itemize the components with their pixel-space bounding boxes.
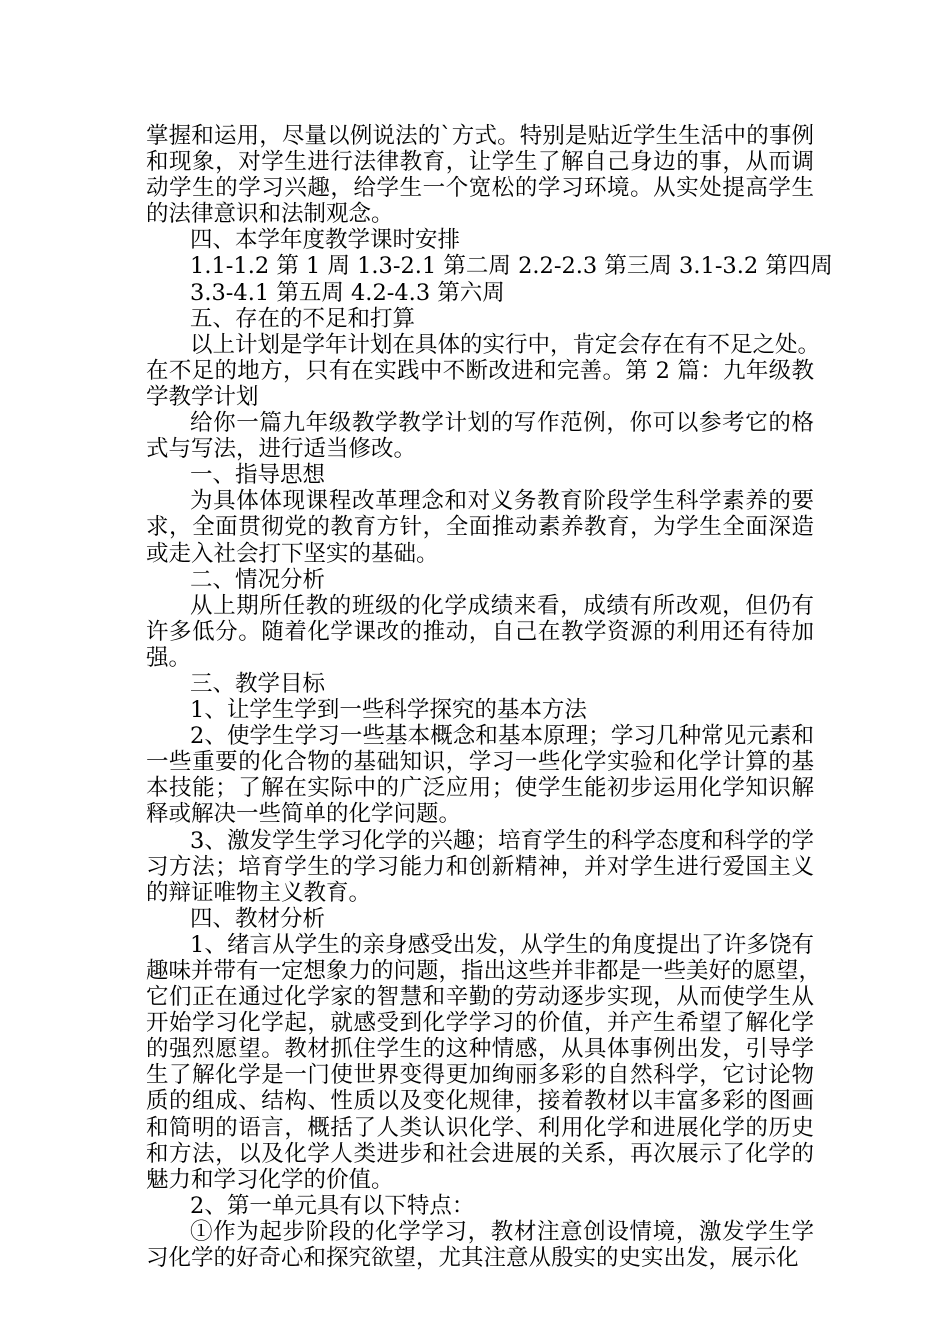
text-line: 生了解化学是一门使世界变得更加绚丽多彩的自然科学，它讨论物 <box>146 1062 814 1089</box>
text-line: 为具体体现课程改革理念和对义务教育阶段学生科学素养的要 <box>190 488 814 515</box>
text-line: ①作为起步阶段的化学学习，教材注意创设情境，激发学生学 <box>190 1218 814 1245</box>
text-line: 一些重要的化合物的基础知识，学习一些化学实验和化学计算的基 <box>146 749 814 776</box>
text-line: 和方法，以及化学人类进步和社会进展的关系，再次展示了化学的 <box>146 1140 814 1167</box>
text-line: 和简明的语言，概括了人类认识化学、利用化学和进展化学的历史 <box>146 1114 814 1141</box>
text-line: 1、绪言从学生的亲身感受出发，从学生的角度提出了许多饶有 <box>190 931 814 958</box>
text-line: 3.3-4.1 第五周 4.2-4.3 第六周 <box>190 279 505 306</box>
text-line: 习方法；培育学生的学习能力和创新精神，并对学生进行爱国主义 <box>146 853 814 880</box>
text-line: 的法律意识和法制观念。 <box>146 201 394 228</box>
text-line: 或走入社会打下坚实的基础。 <box>146 540 439 567</box>
text-line: 1.1-1.2 第 1 周 1.3-2.1 第二周 2.2-2.3 第三周 3.1-3.2 第四周 <box>190 253 833 280</box>
text-line: 五、存在的不足和打算 <box>190 305 416 332</box>
text-line: 学教学计划 <box>146 383 259 410</box>
text-line: 四、本学年度教学课时安排 <box>190 227 461 254</box>
text-line: 在不足的地方，只有在实践中不断改进和完善。第 2 篇：九年级教 <box>146 357 814 384</box>
text-line: 开始学习化学起，就感受到化学学习的价值，并产生希望了解化学 <box>146 1010 814 1037</box>
text-line: 魅力和学习化学的价值。 <box>146 1166 394 1193</box>
text-line: 以上计划是学年计划在具体的实行中，肯定会存在有不足之处。 <box>190 331 821 358</box>
text-line: 动学生的学习兴趣，给学生一个宽松的学习环境。从实处提高学生 <box>146 175 814 202</box>
text-line: 三、教学目标 <box>190 670 326 697</box>
text-line: 一、指导思想 <box>190 462 326 489</box>
text-line: 四、教材分析 <box>190 905 326 932</box>
text-line: 3、激发学生学习化学的兴趣；培育学生的科学态度和科学的学 <box>190 827 814 854</box>
text-line: 从上期所任教的班级的化学成绩来看，成绩有所改观，但仍有 <box>190 592 814 619</box>
text-line: 本技能；了解在实际中的广泛应用；使学生能初步运用化学知识解 <box>146 775 814 802</box>
text-line: 给你一篇九年级教学教学计划的写作范例，你可以参考它的格 <box>190 410 814 437</box>
text-line: 1、让学生学到一些科学探究的基本方法 <box>190 697 587 724</box>
text-line: 2、使学生学习一些基本概念和基本原理；学习几种常见元素和 <box>190 723 814 750</box>
text-line: 许多低分。随着化学课改的推动，自己在教学资源的利用还有待加 <box>146 618 814 645</box>
text-line: 强。 <box>146 644 192 671</box>
text-line: 掌握和运用，尽量以例说法的`方式。特别是贴近学生生活中的事例 <box>146 123 814 149</box>
text-line: 求，全面贯彻党的教育方针，全面推动素养教育，为学生全面深造 <box>146 514 814 541</box>
text-line: 和现象，对学生进行法律教育，让学生了解自己身边的事，从而调 <box>146 149 814 176</box>
text-line: 趣味并带有一定想象力的问题，指出这些并非都是一些美好的愿望， <box>146 958 822 984</box>
text-line: 它们正在通过化学家的智慧和辛勤的劳动逐步实现，从而使学生从 <box>146 984 814 1011</box>
document-body <box>146 123 833 1272</box>
text-line: 习化学的好奇心和探究欲望，尤其注意从殷实的史实出发，展示化 <box>146 1245 799 1272</box>
text-line: 的辩证唯物主义教育。 <box>146 879 372 906</box>
text-line: 质的组成、结构、性质以及变化规律，接着教材以丰富多彩的图画 <box>146 1088 814 1115</box>
text-line: 的强烈愿望。教材抓住学生的这种情感，从具体事例出发，引导学 <box>146 1036 814 1063</box>
text-line: 2、第一单元具有以下特点： <box>190 1192 475 1219</box>
text-line: 二、情况分析 <box>190 566 326 593</box>
text-line: 式与写法，进行适当修改。 <box>146 436 417 463</box>
text-line: 释或解决一些简单的化学问题。 <box>146 801 462 828</box>
